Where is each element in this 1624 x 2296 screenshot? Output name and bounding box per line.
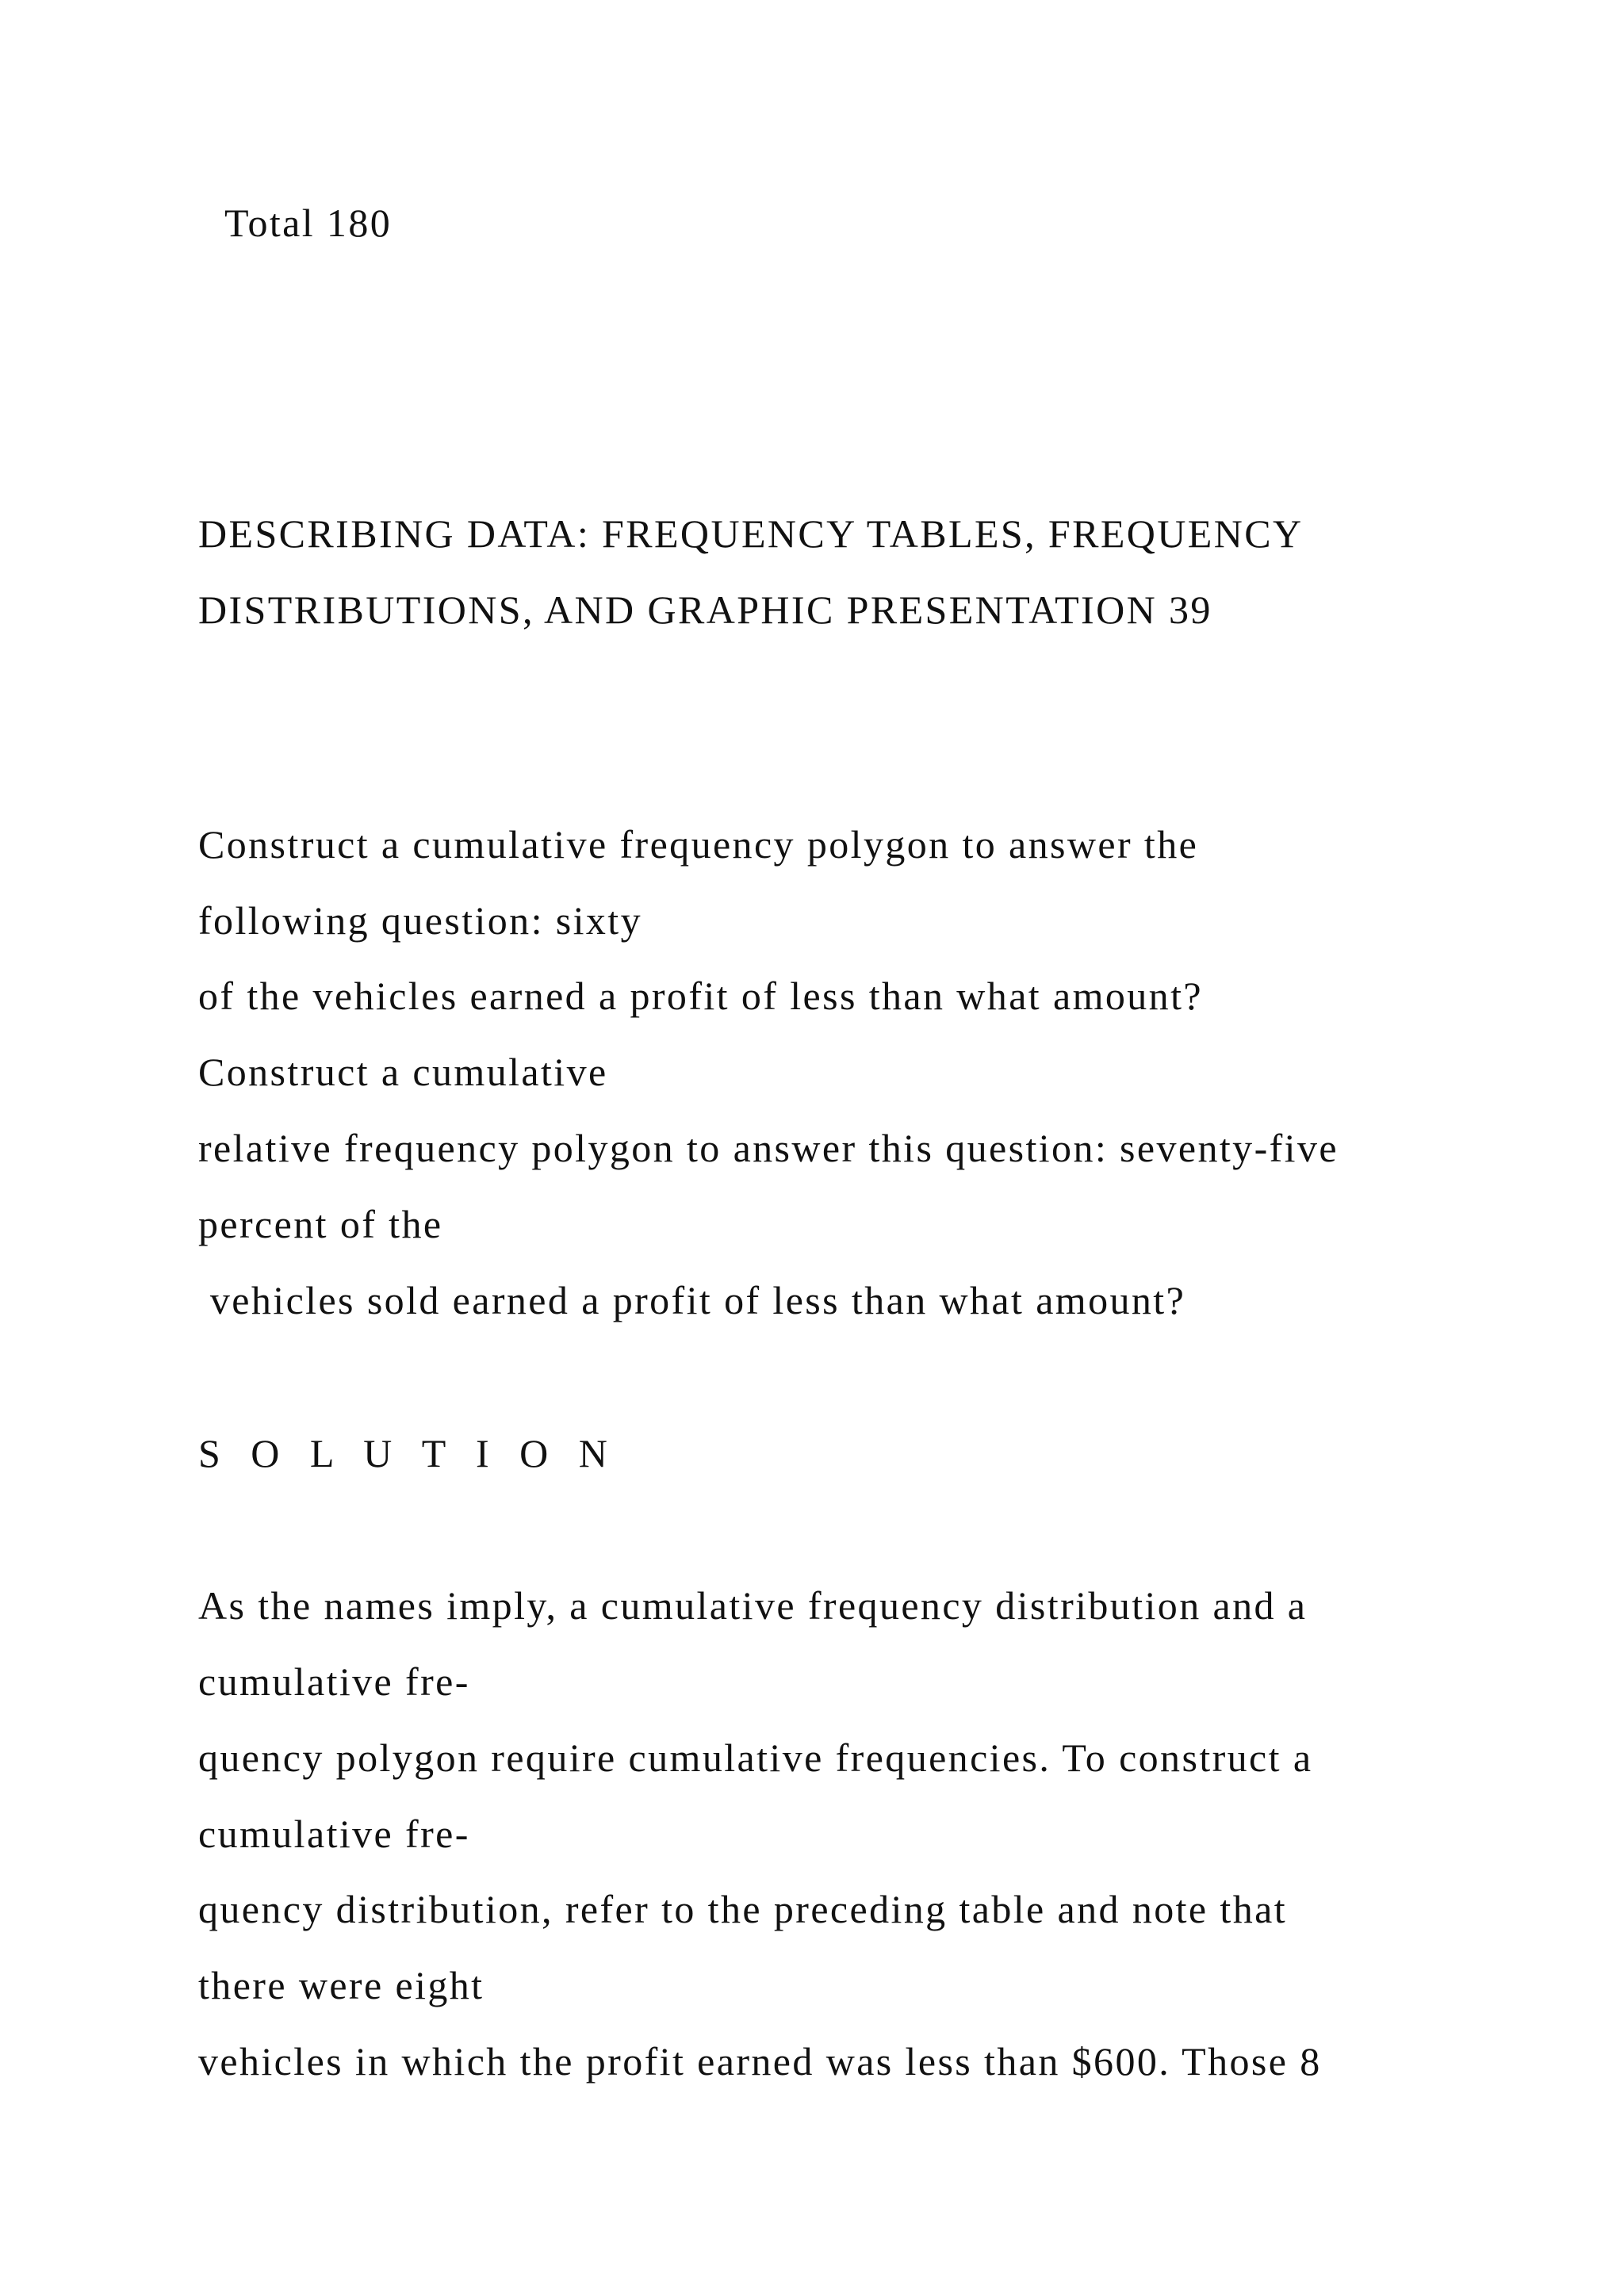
problem-line-3: of the vehicles earned a profit of less than what amount? [198, 974, 1203, 1018]
problem-line-2: following question: sixty [198, 898, 642, 943]
solution-line-6: there were eight [198, 1963, 485, 2007]
solution-line-3: quency polygon require cumulative frequencies. To construct a [198, 1735, 1313, 1780]
section-header-line-2: DISTRIBUTIONS, AND GRAPHIC PRESENTATION 39 [198, 587, 1212, 632]
problem-line-7: vehicles sold earned a profit of less than what amount? [198, 1278, 1186, 1322]
problem-line-6: percent of the [198, 1202, 443, 1246]
problem-line-1: Construct a cumulative frequency polygon to answer the [198, 822, 1199, 867]
section-header-line-1: DESCRIBING DATA: FREQUENCY TABLES, FREQUENCY [198, 511, 1304, 556]
solution-line-7: vehicles in which the profit earned was less than $600. Those 8 [198, 2039, 1322, 2084]
solution-line-4: cumulative fre- [198, 1812, 470, 1856]
solution-heading: S O L U T I O N [198, 1431, 618, 1475]
problem-line-4: Construct a cumulative [198, 1050, 608, 1094]
solution-line-1: As the names imply, a cumulative frequency distribution and a [198, 1583, 1308, 1628]
solution-line-5: quency distribution, refer to the preceding table and note that [198, 1887, 1288, 1931]
total-line: Total 180 [224, 201, 393, 245]
solution-line-2: cumulative fre- [198, 1659, 470, 1704]
problem-line-5: relative frequency polygon to answer this question: seventy-five [198, 1126, 1339, 1170]
